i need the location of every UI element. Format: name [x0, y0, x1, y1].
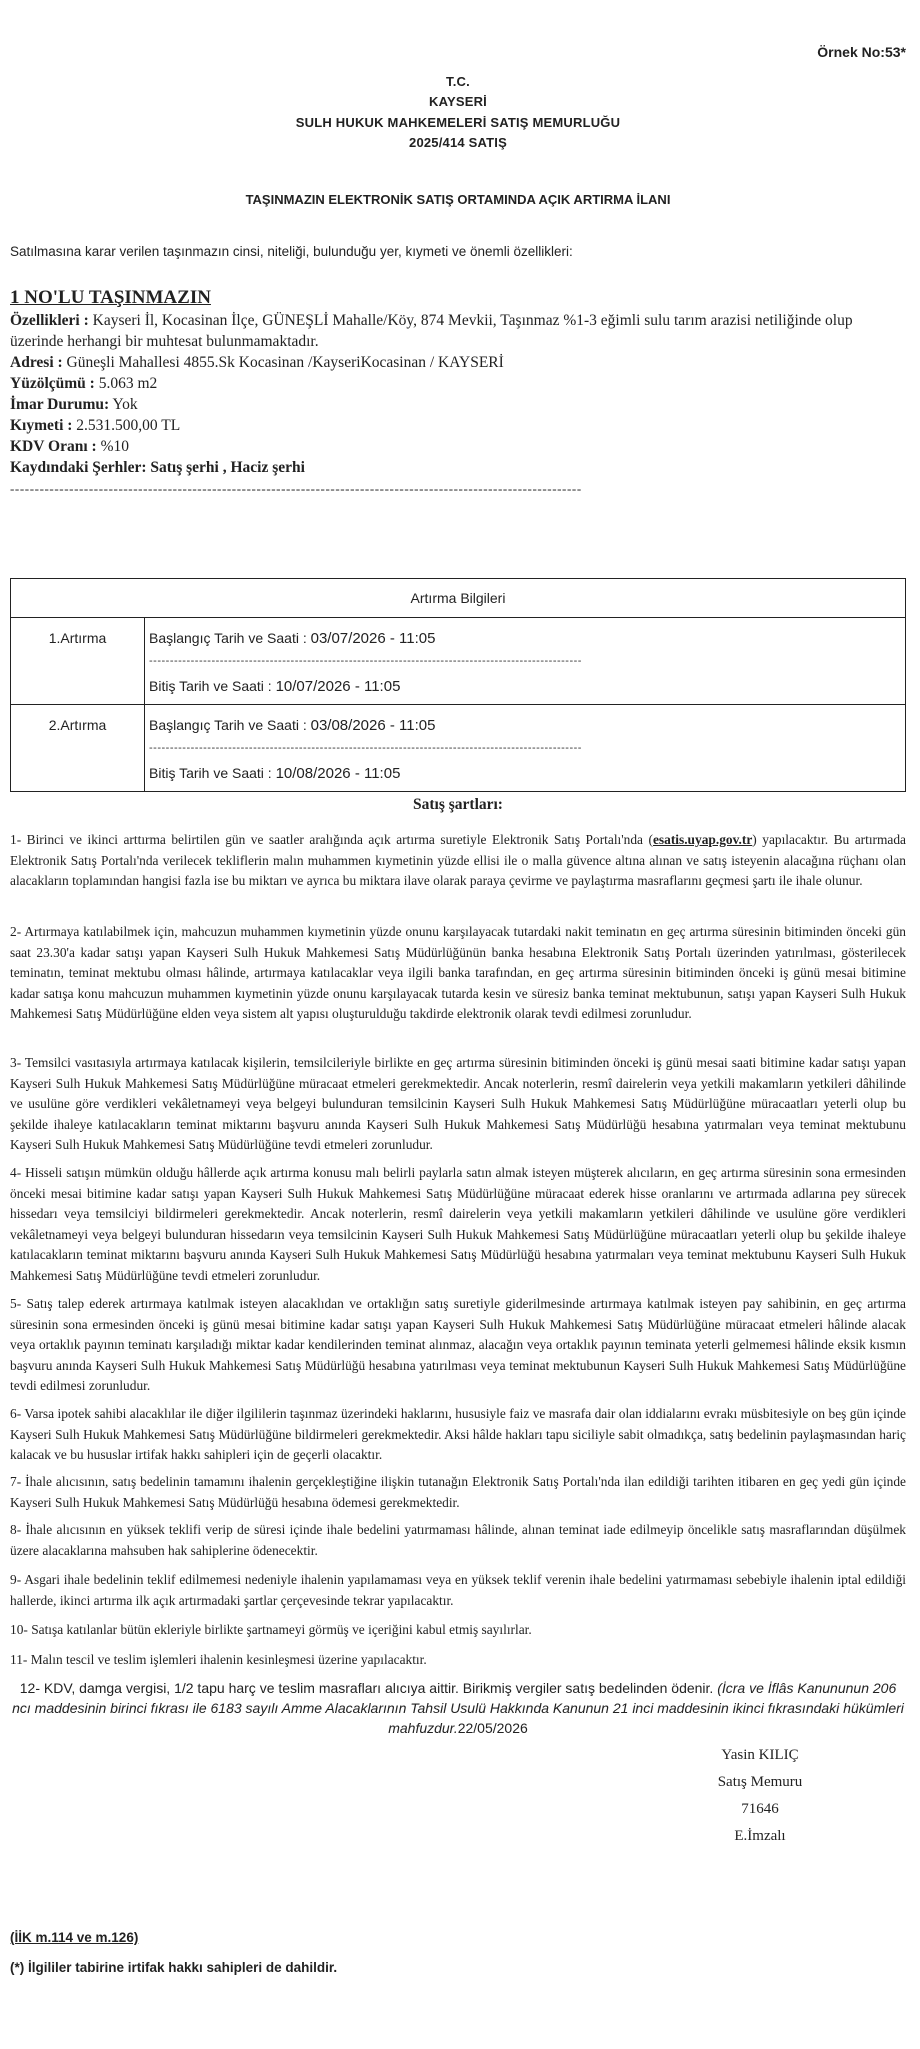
condition-6: 6- Varsa ipotek sahibi alacaklılar ile diğer ilgililerin taşınmaz üzerindeki haklarını, hususiyle faiz ve masrafa dair olan iddialarını evrakı müsbitesiyle on beş gün içinde Kayseri Sulh Hukuk Mahkemesi Satış Müdürlüğüne bildirmeleri gerekmektedir. Aksi hâlde hakları tapu siciliyle sabit olmadıkça, satış bedelinin paylaşmasından hariç kalacak ve bu hususlar irtifak hakkı sahipleri için de geçerli olacaktır.	[10, 1406, 906, 1463]
auction-row-1	[11, 618, 906, 705]
auction-end: Bitiş Tarih ve Saati : 10/08/2026 - 11:05	[149, 765, 401, 782]
signer-number: 71646	[741, 1801, 779, 1817]
condition-3: 3- Temsilci vasıtasıyla artırmaya katılacak kişilerin, temsilcileriyle birlikte en geç artırma süresinin bitiminden önceki iş günü mesai saati bitimine kadar satışı yapan Kayseri Sulh Hukuk Mahkemesi Satış Müdürlüğüne müracaat etmeleri gerekmektedir. Ancak noterlerin, resmî dairelerin veya yetkili makamların yetkileri dâhilinde ve usulüne göre verdikleri vekâletnameyi veya belgeyi bulunduran temsilcinin Kayseri Sulh Hukuk Mahkemesi Satış Müdürlüğüne müracaatları yeterli olup bu şekilde ihaleye katılacakların teminat miktarını başvuru anında Kayseri Sulh Hukuk Mahkemesi Satış Müdürlüğü hesabına yatırmaları veya teminat mektubunu Kayseri Sulh Hukuk Mahkemesi Satış Müdürlüğüne tevdi etmeleri zorunludur.	[10, 1055, 906, 1153]
sample-number: Örnek No:53*	[817, 44, 906, 60]
property-value: Kıymeti : 2.531.500,00 TL	[10, 417, 181, 434]
condition-11: 11- Malın tescil ve teslim işlemleri ihalenin kesinleşmesi üzerine yapılacaktır.	[10, 1652, 427, 1667]
intro-text: Satılmasına karar verilen taşınmazın cinsi, niteliği, bulunduğu yer, kıymeti ve önemli özellikleri:	[10, 244, 573, 259]
auction-table	[10, 578, 906, 792]
signer-name: Yasin KILIÇ	[721, 1747, 799, 1763]
condition-12: 12- KDV, damga vergisi, 1/2 tapu harç ve teslim masrafları alıcıya aittir. Birikmiş vergiler satış bedelinden ödenir. (İcra ve İflâs Kanununun 206 ncı maddesinin birinci fıkrası ile 6183 sayılı Amme Alacaklarının Tahsil Usulü Hakkında Kanunun 21 inci maddesinin ikinci fıkrasındaki hükümleri mahfuzdur.22/05/2026	[12, 1680, 904, 1736]
legal-reference: (İİK m.114 ve m.126)	[10, 1930, 139, 1945]
auction-separator: --------------------------------------------------------------------------------------------------------	[149, 656, 582, 666]
auction-start: Başlangıç Tarih ve Saati : 03/08/2026 - 11:05	[149, 717, 436, 734]
header-office: SULH HUKUK MAHKEMELERİ SATIŞ MEMURLUĞU	[295, 115, 621, 130]
property-divider: --------------------------------------------------------------------------------------------------------------------	[10, 481, 582, 496]
auction-dates	[145, 705, 906, 792]
auction-label: 2.Artırma	[11, 705, 145, 792]
condition-8: 8- İhale alıcısının en yüksek teklifi verip de süresi içinde ihale bedelini yatırmaması hâlinde, alınan teminat iade edilmeyip öncelikle satış masraflarından düşülmek üzere alacaklarına mahsuben hak sahiplerine ödenecektir.	[10, 1522, 906, 1558]
auction-label: 1.Artırma	[11, 618, 145, 705]
auction-dates	[145, 618, 906, 705]
header-tc: T.C.	[446, 74, 470, 89]
auction-table-header: Artırma Bilgileri	[11, 579, 906, 618]
condition-2: 2- Artırmaya katılabilmek için, mahcuzun muhammen kıymetinin yüzde onunu karşılayacak tutardaki nakit teminatın en geç artırma süresinin bitiminden önceki gün saat 23.30'a kadar satışı yapan Kayseri Sulh Hukuk Mahkemesi Satış Müdürlüğünün banka hesabına Elektronik Satış Portalı üzerinden yatırılması, gösterilecek teminatın, teminat mektubu olması hâlinde, artırmaya katılacaklar veya ilgili banka tarafından, en geç artırma süresinin bitiminden önceki iş günü mesai bitimine kadar satışa konu mahcuzun muhammen kıymetinin yüzde onunu karşılayacak tutarda kesin ve süresiz banka teminat mektubunun, satışı yapan Kayseri Sulh Hukuk Mahkemesi Satış Müdürlüğüne elden veya sistem alt yapısı oluşturulduğu takdirde elektronik olarak tevdi edilmesi zorunludur.	[10, 924, 906, 1022]
property-section	[10, 286, 906, 499]
property-address: Adresi : Güneşli Mahallesi 4855.Sk Kocasinan /KayseriKocasinan / KAYSERİ	[10, 354, 504, 371]
auction-separator: --------------------------------------------------------------------------------------------------------	[149, 743, 582, 753]
esatis-link[interactable]: esatis.uyap.gov.tr	[652, 832, 753, 847]
signer-title: Satış Memuru	[717, 1774, 803, 1790]
condition-9: 9- Asgari ihale bedelinin teklif edilmemesi nedeniyle ihalenin yapılamaması veya en yüksek teklif verenin ihale bedelini yatırmaması sebebiyle ihalenin iptal edildiği hallerde, ikinci artırma ilk açık artırmadaki şartlar çerçevesinde tekrar yapılacaktır.	[10, 1572, 906, 1608]
condition-10: 10- Satışa katılanlar bütün ekleriyle birlikte şartnameyi görmüş ve içeriğini kabul etmiş sayılırlar.	[10, 1622, 532, 1637]
conditions-title: Satış şartları:	[413, 796, 503, 813]
property-heading: 1 NO'LU TAŞINMAZIN	[10, 287, 211, 308]
property-area: Yüzölçümü : 5.063 m2	[10, 375, 158, 392]
auction-end: Bitiş Tarih ve Saati : 10/07/2026 - 11:05	[149, 678, 401, 695]
property-vat-rate: KDV Oranı : %10	[10, 438, 129, 455]
page-title: TAŞINMAZIN ELEKTRONİK SATIŞ ORTAMINDA AÇIK ARTIRMA İLANI	[245, 192, 671, 207]
header-city: KAYSERİ	[429, 94, 487, 109]
property-annotations: Kaydındaki Şerhler: Satış şerhi , Haciz şerhi	[10, 459, 305, 476]
auction-row-2	[11, 705, 906, 792]
condition-5: 5- Satış talep ederek artırmaya katılmak isteyen alacaklıdan ve ortaklığın satış suretiyle giderilmesinde artırmaya katılmak isteyen pay sahibinin, en geç artırma süresinin sona ermesinden önceki iş günü mesai bitimine kadar satışı yapan Kayseri Sulh Hukuk Mahkemesi Satış Müdürlüğüne müracaat etmeleri hâlinde alacak veya ortaklık payının teminatı karşıladığı miktar kadar kendilerinden teminat alınmaz, alacağın veya ortaklık payının teminata yeterli gelmemesi hâlinde eksik kısmın başvuru anında Kayseri Sulh Hukuk Mahkemesi Satış Müdürlüğü hesabına yatırılması veya teminat mektubunun Kayseri Sulh Hukuk Mahkemesi Satış Müdürlüğüne tevdi edilmesi zorunludur.	[10, 1296, 906, 1394]
condition-7: 7- İhale alıcısının, satış bedelinin tamamını ihalenin gerçekleştiğine ilişkin tutanağın Elektronik Satış Portalı'nda ilan edildiği tarihten itibaren en geç yedi gün içinde Kayseri Sulh Hukuk Mahkemesi Satış Müdürlüğü hesabına ödemesi gerekmektedir.	[10, 1474, 906, 1510]
condition-4: 4- Hisseli satışın mümkün olduğu hâllerde açık artırma konusu malı belirli paylarla satın almak isteyen müşterek alıcıların, en geç artırma süresinin sona ermesinden önceki mesai bitimine kadar satışı yapan Kayseri Sulh Hukuk Mahkemesi Satış Müdürlüğüne müracaat ederek hisse oranlarını ve artırmada adlarına pey sürecek hissedarı veya temsilciyi bildirmeleri gerekmektedir. Ancak noterlerin, resmî dairelerin veya yetkili makamların yetkileri dâhilinde ve usulüne göre verdikleri vekâletnameyi veya belgeyi bulunduran hissedarın veya temsilcinin Kayseri Sulh Hukuk Mahkemesi Satış Müdürlüğüne müracaatları yeterli olup bu şekilde ihaleye katılacakların teminat miktarını başvuru anında Kayseri Sulh Hukuk Mahkemesi Satış Müdürlüğü hesabına yatırmaları veya teminat mektubunu Kayseri Sulh Hukuk Mahkemesi Satış Müdürlüğüne tevdi etmeleri zorunludur.	[10, 1165, 906, 1283]
property-zoning: İmar Durumu: Yok	[10, 396, 138, 413]
header-file-number: 2025/414 SATIŞ	[409, 135, 507, 150]
footnote: (*) İlgililer tabirine irtifak hakkı sahipleri de dahildir.	[10, 1960, 338, 1975]
condition-1: 1- Birinci ve ikinci arttırma belirtilen gün ve saatler aralığında açık artırma suretiyle Elektronik Satış Portalı'nda (esatis.uyap.gov.tr) yapılacaktır. Bu artırmada Elektronik Satış Portalı'nda verilecek tekliflerin malın muhammen kıymetinin yüzde ellisi ile o malla güvence altına alınan ve satış isteyenin alacağına rüçhanı olan alacakların toplamından hangisi fazla ise bu miktarı ve ayrıca bu miktara ilave olarak paraya çevirme ve paylaştırma masraflarını geçmesi şartı ile ihale olunur.	[10, 832, 906, 889]
e-signature: E.İmzalı	[734, 1828, 786, 1844]
property-features: Özellikleri : Kayseri İl, Kocasinan İlçe, GÜNEŞLİ Mahalle/Köy, 874 Mevkii, Taşınmaz %1-3 eğimli sulu tarım arazisi netiliğinde olup üzerinde herhangi bir muhtesat bulunmamaktadır.	[10, 312, 853, 350]
auction-start: Başlangıç Tarih ve Saati : 03/07/2026 - 11:05	[149, 630, 436, 647]
